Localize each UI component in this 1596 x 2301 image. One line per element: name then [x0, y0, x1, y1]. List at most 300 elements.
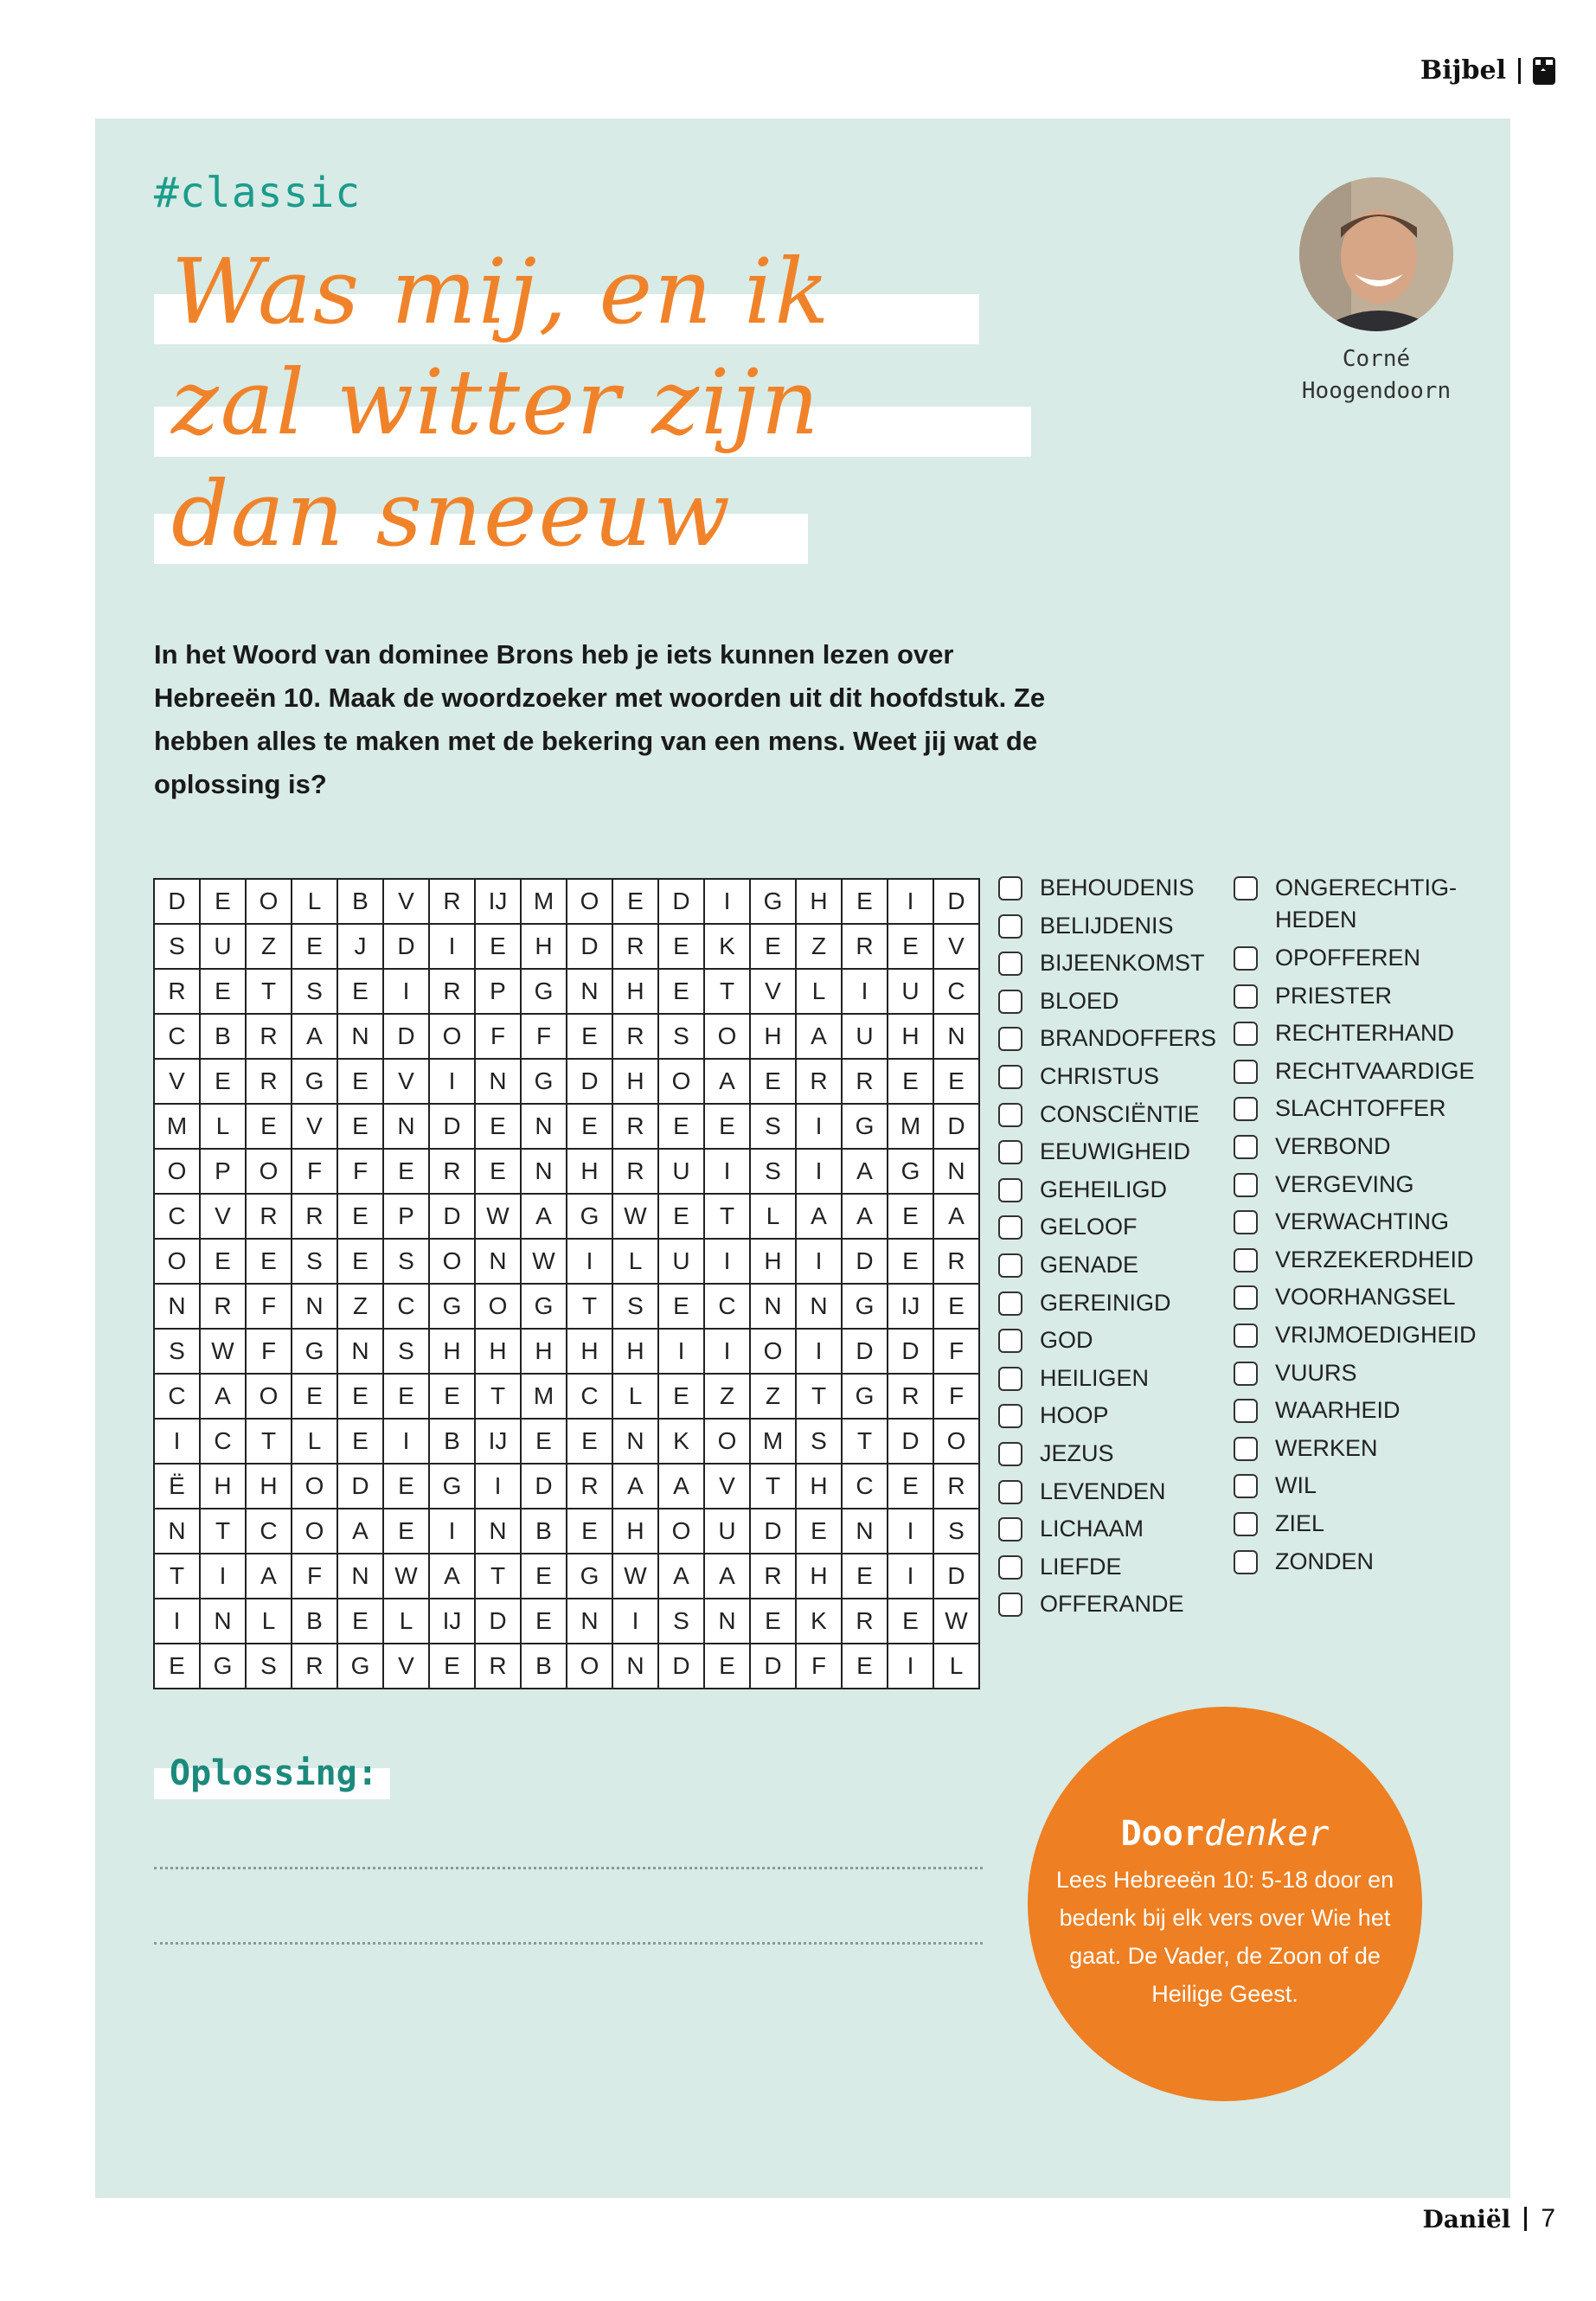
grid-cell[interactable]: N: [842, 1509, 888, 1554]
grid-cell[interactable]: I: [567, 1239, 612, 1284]
grid-cell[interactable]: V: [704, 1464, 750, 1509]
word-checkbox[interactable]: [998, 990, 1022, 1014]
grid-cell[interactable]: O: [475, 1284, 521, 1329]
grid-cell[interactable]: G: [842, 1104, 888, 1149]
grid-cell[interactable]: H: [612, 1329, 658, 1374]
grid-cell[interactable]: R: [612, 1149, 658, 1194]
grid-cell[interactable]: H: [475, 1329, 521, 1374]
grid-cell[interactable]: I: [888, 879, 933, 924]
grid-cell[interactable]: A: [292, 1014, 337, 1059]
grid-cell[interactable]: R: [200, 1284, 246, 1329]
grid-cell[interactable]: Z: [796, 924, 842, 969]
grid-cell[interactable]: I: [842, 969, 888, 1014]
grid-cell[interactable]: S: [154, 1329, 200, 1374]
grid-cell[interactable]: W: [521, 1239, 567, 1284]
grid-cell[interactable]: B: [337, 879, 383, 924]
grid-cell[interactable]: C: [154, 1014, 200, 1059]
grid-cell[interactable]: I: [383, 1419, 429, 1464]
grid-cell[interactable]: T: [475, 1374, 521, 1419]
grid-cell[interactable]: R: [429, 1149, 475, 1194]
solution-line-1[interactable]: [154, 1867, 983, 1869]
grid-cell[interactable]: F: [796, 1644, 842, 1689]
grid-cell[interactable]: R: [429, 879, 475, 924]
grid-cell[interactable]: O: [933, 1419, 979, 1464]
grid-cell[interactable]: E: [933, 1059, 979, 1104]
word-checkbox[interactable]: [998, 1215, 1022, 1240]
grid-cell[interactable]: D: [567, 1059, 612, 1104]
grid-cell[interactable]: I: [888, 1554, 933, 1599]
grid-cell[interactable]: F: [246, 1329, 292, 1374]
grid-cell[interactable]: I: [888, 1644, 933, 1689]
grid-cell[interactable]: O: [154, 1149, 200, 1194]
grid-cell[interactable]: K: [658, 1419, 704, 1464]
word-checkbox[interactable]: [998, 1065, 1022, 1089]
grid-cell[interactable]: L: [612, 1239, 658, 1284]
grid-cell[interactable]: A: [704, 1554, 750, 1599]
grid-cell[interactable]: H: [612, 1509, 658, 1554]
grid-cell[interactable]: A: [796, 1194, 842, 1239]
grid-cell[interactable]: N: [704, 1599, 750, 1644]
word-checkbox[interactable]: [1234, 876, 1258, 901]
grid-cell[interactable]: T: [842, 1419, 888, 1464]
word-checkbox[interactable]: [998, 1517, 1022, 1541]
grid-cell[interactable]: O: [567, 879, 612, 924]
grid-cell[interactable]: I: [704, 1329, 750, 1374]
grid-cell[interactable]: A: [704, 1059, 750, 1104]
grid-cell[interactable]: J: [337, 924, 383, 969]
grid-cell[interactable]: E: [888, 1059, 933, 1104]
word-checkbox[interactable]: [1234, 984, 1258, 1009]
grid-cell[interactable]: W: [475, 1194, 521, 1239]
grid-cell[interactable]: E: [658, 1104, 704, 1149]
grid-cell[interactable]: E: [337, 969, 383, 1014]
grid-cell[interactable]: P: [200, 1149, 246, 1194]
grid-cell[interactable]: R: [796, 1059, 842, 1104]
grid-cell[interactable]: V: [292, 1104, 337, 1149]
grid-cell[interactable]: H: [567, 1329, 612, 1374]
word-checkbox[interactable]: [1234, 1248, 1258, 1272]
grid-cell[interactable]: E: [842, 879, 888, 924]
grid-cell[interactable]: E: [521, 1599, 567, 1644]
grid-cell[interactable]: Z: [246, 924, 292, 969]
word-checkbox[interactable]: [1234, 1097, 1258, 1121]
grid-cell[interactable]: G: [292, 1329, 337, 1374]
grid-cell[interactable]: R: [246, 1194, 292, 1239]
grid-cell[interactable]: G: [521, 1284, 567, 1329]
grid-cell[interactable]: O: [154, 1239, 200, 1284]
grid-cell[interactable]: S: [292, 969, 337, 1014]
grid-cell[interactable]: D: [750, 1509, 796, 1554]
grid-cell[interactable]: T: [704, 1194, 750, 1239]
grid-cell[interactable]: Ë: [154, 1464, 200, 1509]
grid-cell[interactable]: H: [246, 1464, 292, 1509]
grid-cell[interactable]: T: [567, 1284, 612, 1329]
grid-cell[interactable]: I: [154, 1599, 200, 1644]
grid-cell[interactable]: N: [521, 1149, 567, 1194]
grid-cell[interactable]: G: [200, 1644, 246, 1689]
word-checkbox[interactable]: [998, 1367, 1022, 1391]
grid-cell[interactable]: L: [796, 969, 842, 1014]
grid-cell[interactable]: U: [658, 1149, 704, 1194]
grid-cell[interactable]: G: [567, 1194, 612, 1239]
grid-cell[interactable]: Z: [750, 1374, 796, 1419]
grid-cell[interactable]: B: [429, 1419, 475, 1464]
grid-cell[interactable]: D: [475, 1599, 521, 1644]
grid-cell[interactable]: O: [658, 1509, 704, 1554]
grid-cell[interactable]: G: [337, 1644, 383, 1689]
grid-cell[interactable]: T: [796, 1374, 842, 1419]
grid-cell[interactable]: I: [796, 1239, 842, 1284]
grid-cell[interactable]: E: [383, 1464, 429, 1509]
grid-cell[interactable]: L: [750, 1194, 796, 1239]
grid-cell[interactable]: H: [521, 924, 567, 969]
grid-cell[interactable]: R: [842, 924, 888, 969]
grid-cell[interactable]: I: [658, 1329, 704, 1374]
grid-cell[interactable]: E: [429, 1374, 475, 1419]
grid-cell[interactable]: G: [842, 1374, 888, 1419]
grid-cell[interactable]: G: [521, 1059, 567, 1104]
grid-cell[interactable]: S: [796, 1419, 842, 1464]
grid-cell[interactable]: C: [704, 1284, 750, 1329]
grid-cell[interactable]: L: [292, 879, 337, 924]
grid-cell[interactable]: E: [337, 1194, 383, 1239]
grid-cell[interactable]: G: [750, 879, 796, 924]
grid-cell[interactable]: V: [200, 1194, 246, 1239]
grid-cell[interactable]: O: [246, 879, 292, 924]
grid-cell[interactable]: M: [521, 879, 567, 924]
grid-cell[interactable]: E: [521, 1554, 567, 1599]
grid-cell[interactable]: E: [383, 1374, 429, 1419]
grid-cell[interactable]: E: [200, 879, 246, 924]
grid-cell[interactable]: E: [383, 1149, 429, 1194]
grid-cell[interactable]: E: [658, 969, 704, 1014]
grid-cell[interactable]: W: [612, 1554, 658, 1599]
grid-cell[interactable]: R: [842, 1599, 888, 1644]
word-checkbox[interactable]: [998, 1442, 1022, 1466]
grid-cell[interactable]: G: [842, 1284, 888, 1329]
word-checkbox[interactable]: [998, 1178, 1022, 1202]
grid-cell[interactable]: S: [154, 924, 200, 969]
grid-cell[interactable]: T: [200, 1509, 246, 1554]
grid-cell[interactable]: C: [154, 1374, 200, 1419]
grid-cell[interactable]: N: [521, 1104, 567, 1149]
grid-cell[interactable]: C: [567, 1374, 612, 1419]
grid-cell[interactable]: R: [933, 1464, 979, 1509]
grid-cell[interactable]: E: [383, 1509, 429, 1554]
grid-cell[interactable]: C: [154, 1194, 200, 1239]
grid-cell[interactable]: I: [429, 1059, 475, 1104]
grid-cell[interactable]: E: [888, 1239, 933, 1284]
grid-cell[interactable]: R: [888, 1374, 933, 1419]
word-checkbox[interactable]: [998, 1593, 1022, 1617]
word-checkbox[interactable]: [998, 1292, 1022, 1316]
grid-cell[interactable]: K: [796, 1599, 842, 1644]
grid-cell[interactable]: D: [383, 924, 429, 969]
grid-cell[interactable]: R: [933, 1239, 979, 1284]
grid-cell[interactable]: D: [154, 879, 200, 924]
grid-cell[interactable]: E: [750, 1599, 796, 1644]
grid-cell[interactable]: O: [246, 1374, 292, 1419]
grid-cell[interactable]: T: [750, 1464, 796, 1509]
grid-cell[interactable]: H: [521, 1329, 567, 1374]
grid-cell[interactable]: I: [704, 1239, 750, 1284]
grid-cell[interactable]: C: [246, 1509, 292, 1554]
grid-cell[interactable]: I: [383, 969, 429, 1014]
grid-cell[interactable]: E: [337, 1599, 383, 1644]
grid-cell[interactable]: E: [704, 1104, 750, 1149]
grid-cell[interactable]: O: [292, 1509, 337, 1554]
grid-cell[interactable]: E: [658, 1374, 704, 1419]
grid-cell[interactable]: A: [521, 1194, 567, 1239]
grid-cell[interactable]: N: [154, 1284, 200, 1329]
grid-cell[interactable]: F: [521, 1014, 567, 1059]
grid-cell[interactable]: D: [429, 1104, 475, 1149]
grid-cell[interactable]: I: [796, 1149, 842, 1194]
grid-cell[interactable]: E: [750, 1059, 796, 1104]
grid-cell[interactable]: D: [842, 1239, 888, 1284]
word-checkbox[interactable]: [998, 1404, 1022, 1428]
grid-cell[interactable]: E: [200, 1059, 246, 1104]
grid-cell[interactable]: N: [154, 1509, 200, 1554]
grid-cell[interactable]: Z: [704, 1374, 750, 1419]
grid-cell[interactable]: E: [567, 1104, 612, 1149]
grid-cell[interactable]: IJ: [429, 1599, 475, 1644]
grid-cell[interactable]: E: [567, 1419, 612, 1464]
word-checkbox[interactable]: [998, 1480, 1022, 1504]
grid-cell[interactable]: Z: [337, 1284, 383, 1329]
grid-cell[interactable]: N: [567, 969, 612, 1014]
word-checkbox[interactable]: [1234, 1173, 1258, 1197]
grid-cell[interactable]: O: [704, 1419, 750, 1464]
grid-cell[interactable]: A: [842, 1149, 888, 1194]
grid-cell[interactable]: V: [154, 1059, 200, 1104]
grid-cell[interactable]: O: [750, 1329, 796, 1374]
grid-cell[interactable]: F: [246, 1284, 292, 1329]
grid-cell[interactable]: N: [475, 1239, 521, 1284]
grid-cell[interactable]: S: [750, 1104, 796, 1149]
grid-cell[interactable]: I: [429, 1509, 475, 1554]
word-checkbox[interactable]: [1234, 1362, 1258, 1386]
grid-cell[interactable]: E: [658, 924, 704, 969]
grid-cell[interactable]: N: [796, 1284, 842, 1329]
grid-cell[interactable]: E: [292, 1374, 337, 1419]
grid-cell[interactable]: N: [337, 1329, 383, 1374]
grid-cell[interactable]: R: [612, 924, 658, 969]
grid-cell[interactable]: B: [521, 1509, 567, 1554]
grid-cell[interactable]: R: [246, 1014, 292, 1059]
word-checkbox[interactable]: [998, 1027, 1022, 1051]
grid-cell[interactable]: H: [429, 1329, 475, 1374]
grid-cell[interactable]: E: [337, 1239, 383, 1284]
grid-cell[interactable]: O: [567, 1644, 612, 1689]
word-checkbox[interactable]: [998, 952, 1022, 976]
grid-cell[interactable]: N: [567, 1599, 612, 1644]
grid-cell[interactable]: F: [337, 1149, 383, 1194]
grid-cell[interactable]: M: [888, 1104, 933, 1149]
grid-cell[interactable]: S: [750, 1149, 796, 1194]
grid-cell[interactable]: E: [337, 1059, 383, 1104]
word-checkbox[interactable]: [998, 1253, 1022, 1278]
grid-cell[interactable]: A: [612, 1464, 658, 1509]
grid-cell[interactable]: R: [612, 1014, 658, 1059]
grid-cell[interactable]: N: [475, 1059, 521, 1104]
grid-cell[interactable]: D: [521, 1464, 567, 1509]
grid-cell[interactable]: A: [337, 1509, 383, 1554]
grid-cell[interactable]: C: [842, 1464, 888, 1509]
grid-cell[interactable]: E: [658, 1194, 704, 1239]
grid-cell[interactable]: A: [246, 1554, 292, 1599]
grid-cell[interactable]: L: [612, 1374, 658, 1419]
grid-cell[interactable]: A: [796, 1014, 842, 1059]
grid-cell[interactable]: F: [475, 1014, 521, 1059]
grid-cell[interactable]: M: [750, 1419, 796, 1464]
word-checkbox[interactable]: [998, 914, 1022, 939]
grid-cell[interactable]: I: [200, 1554, 246, 1599]
grid-cell[interactable]: E: [888, 1464, 933, 1509]
grid-cell[interactable]: A: [842, 1194, 888, 1239]
grid-cell[interactable]: G: [521, 969, 567, 1014]
grid-cell[interactable]: E: [475, 1149, 521, 1194]
grid-cell[interactable]: T: [154, 1554, 200, 1599]
word-checkbox[interactable]: [1234, 1060, 1258, 1084]
grid-cell[interactable]: O: [429, 1239, 475, 1284]
grid-cell[interactable]: D: [888, 1329, 933, 1374]
grid-cell[interactable]: K: [704, 924, 750, 969]
grid-cell[interactable]: E: [246, 1239, 292, 1284]
grid-cell[interactable]: T: [704, 969, 750, 1014]
grid-cell[interactable]: A: [933, 1194, 979, 1239]
grid-cell[interactable]: O: [246, 1149, 292, 1194]
grid-cell[interactable]: A: [429, 1554, 475, 1599]
grid-cell[interactable]: E: [337, 1419, 383, 1464]
grid-cell[interactable]: E: [612, 879, 658, 924]
grid-cell[interactable]: E: [842, 1554, 888, 1599]
grid-cell[interactable]: D: [429, 1194, 475, 1239]
grid-cell[interactable]: IJ: [475, 1419, 521, 1464]
grid-cell[interactable]: D: [842, 1329, 888, 1374]
grid-cell[interactable]: M: [154, 1104, 200, 1149]
grid-cell[interactable]: D: [888, 1419, 933, 1464]
grid-cell[interactable]: U: [704, 1509, 750, 1554]
grid-cell[interactable]: P: [383, 1194, 429, 1239]
word-checkbox[interactable]: [998, 1329, 1022, 1353]
grid-cell[interactable]: H: [567, 1149, 612, 1194]
grid-cell[interactable]: E: [200, 1239, 246, 1284]
word-checkbox[interactable]: [1234, 1399, 1258, 1423]
grid-cell[interactable]: H: [796, 1554, 842, 1599]
grid-cell[interactable]: D: [337, 1464, 383, 1509]
grid-cell[interactable]: C: [200, 1419, 246, 1464]
word-checkbox[interactable]: [1234, 1474, 1258, 1498]
grid-cell[interactable]: W: [612, 1194, 658, 1239]
grid-cell[interactable]: N: [750, 1284, 796, 1329]
grid-cell[interactable]: F: [292, 1554, 337, 1599]
grid-cell[interactable]: H: [796, 1464, 842, 1509]
grid-cell[interactable]: D: [658, 879, 704, 924]
grid-cell[interactable]: E: [292, 924, 337, 969]
word-checkbox[interactable]: [1234, 1512, 1258, 1536]
grid-cell[interactable]: N: [612, 1644, 658, 1689]
grid-cell[interactable]: B: [521, 1644, 567, 1689]
grid-cell[interactable]: N: [475, 1509, 521, 1554]
grid-cell[interactable]: W: [383, 1554, 429, 1599]
grid-cell[interactable]: G: [292, 1059, 337, 1104]
grid-cell[interactable]: S: [933, 1509, 979, 1554]
grid-cell[interactable]: E: [429, 1644, 475, 1689]
grid-cell[interactable]: E: [475, 924, 521, 969]
grid-cell[interactable]: R: [612, 1104, 658, 1149]
grid-cell[interactable]: O: [658, 1059, 704, 1104]
grid-cell[interactable]: N: [933, 1014, 979, 1059]
word-checkbox[interactable]: [1234, 1437, 1258, 1461]
grid-cell[interactable]: D: [567, 924, 612, 969]
grid-cell[interactable]: M: [521, 1374, 567, 1419]
grid-cell[interactable]: G: [888, 1149, 933, 1194]
grid-cell[interactable]: I: [704, 879, 750, 924]
grid-cell[interactable]: A: [658, 1464, 704, 1509]
grid-cell[interactable]: E: [888, 924, 933, 969]
grid-cell[interactable]: T: [246, 1419, 292, 1464]
grid-cell[interactable]: N: [200, 1599, 246, 1644]
word-checkbox[interactable]: [998, 1103, 1022, 1127]
grid-cell[interactable]: O: [429, 1014, 475, 1059]
grid-cell[interactable]: H: [888, 1014, 933, 1059]
grid-cell[interactable]: R: [750, 1554, 796, 1599]
word-checkbox[interactable]: [1234, 1550, 1258, 1574]
grid-cell[interactable]: P: [475, 969, 521, 1014]
grid-cell[interactable]: L: [292, 1419, 337, 1464]
grid-cell[interactable]: W: [933, 1599, 979, 1644]
grid-cell[interactable]: V: [383, 1059, 429, 1104]
grid-cell[interactable]: I: [475, 1464, 521, 1509]
word-checkbox[interactable]: [998, 876, 1022, 901]
grid-cell[interactable]: E: [842, 1644, 888, 1689]
grid-cell[interactable]: E: [567, 1509, 612, 1554]
grid-cell[interactable]: V: [383, 1644, 429, 1689]
grid-cell[interactable]: A: [200, 1374, 246, 1419]
grid-cell[interactable]: S: [383, 1329, 429, 1374]
grid-cell[interactable]: W: [200, 1329, 246, 1374]
grid-cell[interactable]: D: [933, 1104, 979, 1149]
grid-cell[interactable]: R: [567, 1464, 612, 1509]
grid-cell[interactable]: L: [933, 1644, 979, 1689]
grid-cell[interactable]: R: [292, 1644, 337, 1689]
grid-cell[interactable]: N: [383, 1104, 429, 1149]
grid-cell[interactable]: D: [750, 1644, 796, 1689]
word-checkbox[interactable]: [1234, 946, 1258, 971]
grid-cell[interactable]: H: [200, 1464, 246, 1509]
grid-cell[interactable]: F: [292, 1149, 337, 1194]
word-checkbox[interactable]: [1234, 1135, 1258, 1159]
grid-cell[interactable]: S: [383, 1239, 429, 1284]
grid-cell[interactable]: L: [200, 1104, 246, 1149]
grid-cell[interactable]: R: [292, 1194, 337, 1239]
grid-cell[interactable]: V: [933, 924, 979, 969]
grid-cell[interactable]: N: [292, 1284, 337, 1329]
grid-cell[interactable]: S: [292, 1239, 337, 1284]
grid-cell[interactable]: G: [429, 1284, 475, 1329]
grid-cell[interactable]: I: [429, 924, 475, 969]
grid-cell[interactable]: C: [383, 1284, 429, 1329]
grid-cell[interactable]: N: [612, 1419, 658, 1464]
grid-cell[interactable]: F: [933, 1329, 979, 1374]
grid-cell[interactable]: D: [658, 1644, 704, 1689]
word-checkbox[interactable]: [998, 1555, 1022, 1580]
grid-cell[interactable]: T: [475, 1554, 521, 1599]
grid-cell[interactable]: R: [246, 1059, 292, 1104]
grid-cell[interactable]: D: [383, 1014, 429, 1059]
grid-cell[interactable]: H: [750, 1014, 796, 1059]
